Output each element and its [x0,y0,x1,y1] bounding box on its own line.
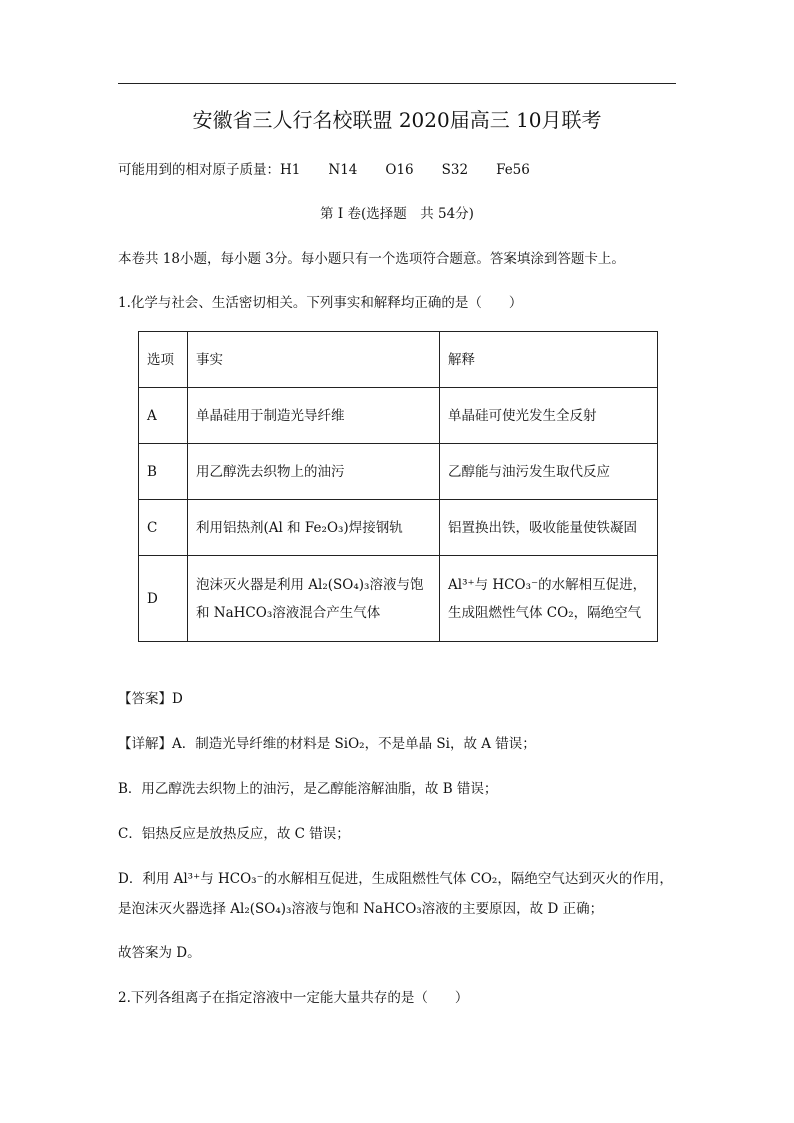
atomic-mass-s: S32 [441,162,469,178]
table-header-option: 选项 [139,332,188,388]
question-1-table [138,331,658,642]
table-cell-fact: 单晶硅用于制造光导纤维 [188,388,440,444]
analysis-b: B．用乙醇洗去织物上的油污，是乙醇能溶解油脂，故 B 错误； [118,781,498,797]
table-header-explanation: 解释 [440,332,658,388]
atomic-mass-n: N14 [328,162,358,178]
table-cell-explanation [440,556,658,642]
table-cell-option: D [139,556,188,642]
table-cell-fact: 用乙醇洗去织物上的油污 [188,444,440,500]
table-cell-explanation: 铝置换出铁，吸收能量使铁凝固 [440,500,658,556]
table-header-fact: 事实 [188,332,440,388]
page-title: 安徽省三人行名校联盟 2020届高三 10月联考 [192,108,602,132]
table-cell-option: A [139,388,188,444]
atomic-mass-o: O16 [385,162,414,178]
table-cell-explanation: 单晶硅可使光发生全反射 [440,388,658,444]
table-row [139,500,658,556]
fact-line-1: 泡沫灭火器是利用 Al₂(SO₄)₃溶液与饱 [196,576,424,593]
analysis-d-line-2: 是泡沫灭火器选择 Al₂(SO₄)₃溶液与饱和 NaHCO₃溶液的主要原因，故 D 正确； [118,901,604,917]
table-cell-option: C [139,500,188,556]
table-row [139,444,658,500]
table-cell-option: B [139,444,188,500]
table-cell-explanation: 乙醇能与油污发生取代反应 [440,444,658,500]
table-cell-fact: 利用铝热剂(Al 和 Fe₂O₃)焊接钢轨 [188,500,440,556]
analysis-c: C．铝热反应是放热反应，故 C 错误； [118,826,350,842]
table-row [139,556,658,642]
table-header-row [139,332,658,388]
analysis-a: 【详解】A．制造光导纤维的材料是 SiO₂，不是单晶 Si，故 A 错误； [118,736,536,752]
explanation-line-2: 生成阻燃性气体 CO₂，隔绝空气 [448,604,642,621]
section-title: 第 I 卷(选择题 共 54分) [320,206,474,222]
instructions: 本卷共 18小题，每小题 3分。每小题只有一个选项符合题意。答案填涂到答题卡上。 [118,251,625,267]
atomic-mass-fe: Fe56 [496,162,530,178]
question-1-stem: 1.化学与社会、生活密切相关。下列事实和解释均正确的是（ ） [118,295,523,311]
question-2-stem: 2.下列各组离子在指定溶液中一定能大量共存的是（ ） [118,990,469,1006]
atomic-mass-h: H1 [280,162,301,178]
explanation-line-1: Al³⁺与 HCO₃⁻的水解相互促进， [448,576,647,593]
table-row [139,388,658,444]
atomic-masses [118,160,530,180]
answer: 【答案】D [118,691,183,707]
atomic-masses-label: 可能用到的相对原子质量： [118,162,280,178]
header-rule [118,83,676,84]
analysis-d-line-1: D．利用 Al³⁺与 HCO₃⁻的水解相互促进，生成阻燃性气体 CO₂，隔绝空气达到灭火的作用， [118,871,673,887]
table-cell-fact [188,556,440,642]
fact-line-2: 和 NaHCO₃溶液混合产生气体 [196,604,381,621]
analysis-conclusion: 故答案为 D。 [118,945,201,961]
